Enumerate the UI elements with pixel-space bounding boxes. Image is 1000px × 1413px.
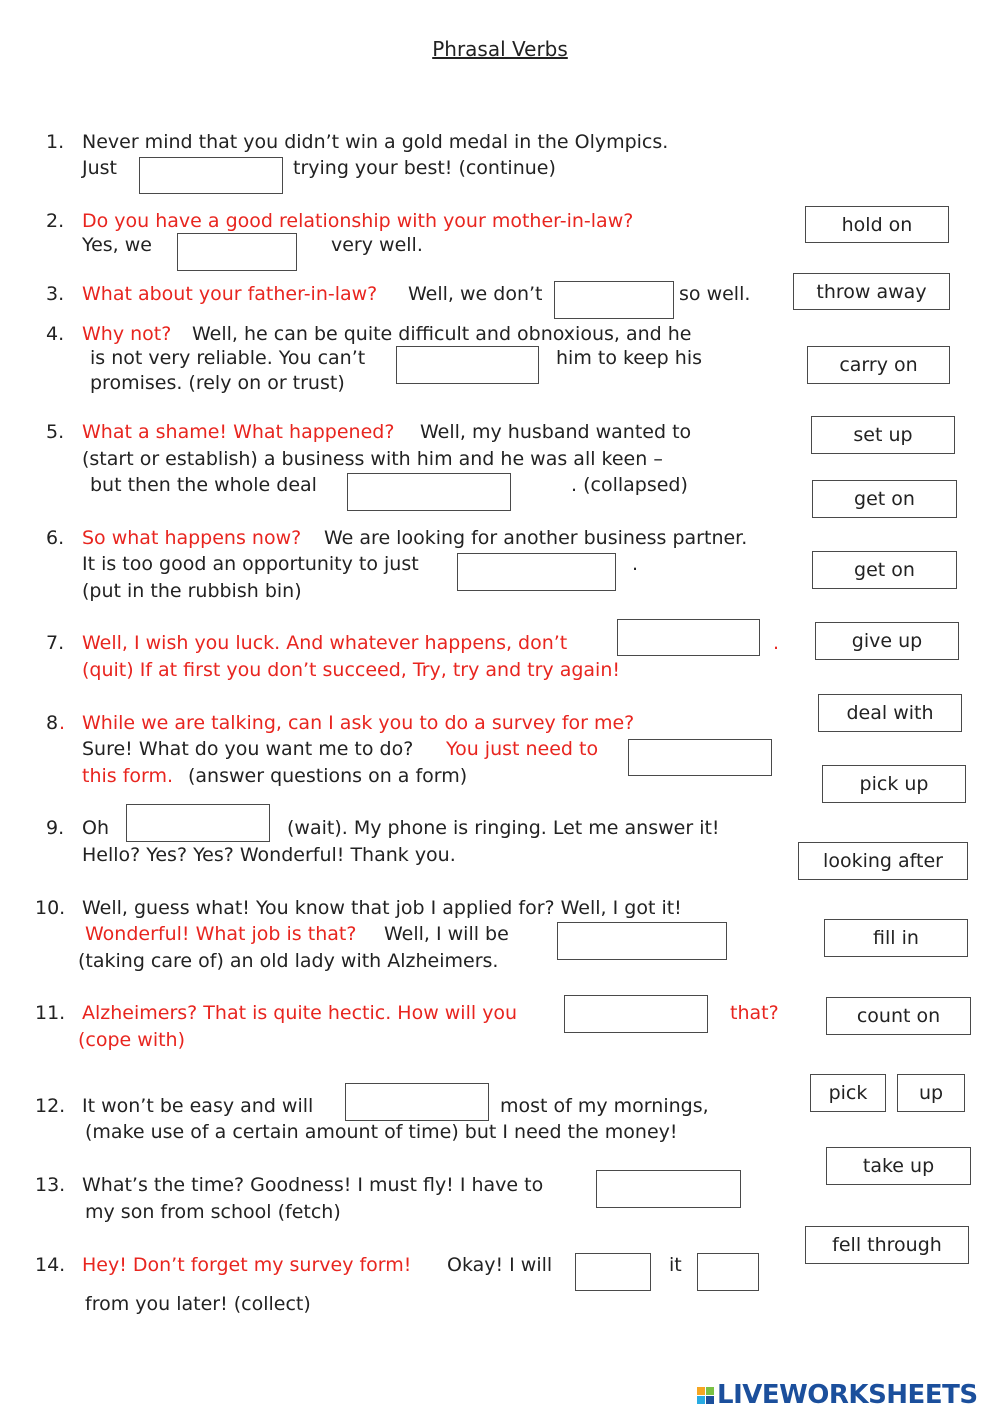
word-chip[interactable]: hold on (805, 206, 949, 243)
answer-box-12[interactable] (345, 1083, 489, 1121)
question-12-line-1-end: most of my mornings, (500, 1095, 709, 1117)
question-5-line-3-end: . (collapsed) (571, 474, 688, 496)
word-chip[interactable]: fell through (805, 1226, 969, 1264)
answer-box-7[interactable] (617, 619, 760, 656)
word-chip[interactable]: give up (815, 622, 959, 660)
word-chip[interactable]: get on (812, 480, 957, 518)
answer-box-2[interactable] (177, 233, 297, 271)
liveworksheets-logo-mark-icon (697, 1387, 714, 1404)
question-2-line-2-end: very well. (331, 234, 423, 256)
answer-box-10[interactable] (557, 922, 727, 960)
question-10-number: 10. (35, 897, 66, 919)
question-4-line-3: promises. (rely on or trust) (90, 372, 345, 394)
answer-box-4[interactable] (396, 346, 539, 384)
question-8-line-3: (answer questions on a form) (188, 765, 468, 787)
question-10-line-3: (taking care of) an old lady with Alzheimers. (78, 950, 499, 972)
question-8-number: 8 (46, 712, 59, 734)
question-11-line-2: (cope with) (78, 1029, 185, 1051)
question-4-line-2-end: him to keep his (556, 347, 703, 369)
liveworksheets-logo (697, 1378, 978, 1412)
question-13-line-1: What’s the time? Goodness! I must fly! I have to (82, 1174, 544, 1196)
question-12-line-1-start: It won’t be easy and will (82, 1095, 314, 1117)
question-11-line-1-end: that? (730, 1002, 779, 1024)
question-3-number: 3. (46, 283, 65, 305)
question-7-line-1: Well, I wish you luck. And whatever happens, don’t (82, 632, 568, 654)
question-8-line-1: While we are talking, can I ask you to do a survey for me? (82, 712, 635, 734)
question-14-red-text: Hey! Don’t forget my survey form! (82, 1254, 412, 1276)
question-8-line-3-red: this form. (82, 765, 174, 787)
question-7-line-1-end: . (773, 632, 780, 654)
word-chip[interactable]: take up (826, 1147, 971, 1185)
answer-box-3[interactable] (554, 281, 674, 319)
question-13-number: 13. (35, 1174, 66, 1196)
word-chip[interactable]: count on (826, 997, 971, 1035)
word-chip[interactable]: carry on (807, 346, 950, 384)
question-4-line-1: Well, he can be quite difficult and obnoxious, and he (192, 323, 692, 345)
answer-box-5[interactable] (347, 473, 511, 511)
question-12-number: 12. (35, 1095, 66, 1117)
question-2-line-2-start: Yes, we (82, 234, 152, 256)
question-7-line-2: (quit) If at first you don’t succeed, Try, try and try again! (82, 659, 620, 681)
question-3-line-1-middle: Well, we don’t (408, 283, 543, 305)
question-10-line-2: Well, I will be (384, 923, 509, 945)
question-2-line-1: Do you have a good relationship with your mother-in-law? (82, 210, 634, 232)
answer-box-14b[interactable] (697, 1253, 759, 1291)
answer-box-11[interactable] (564, 995, 708, 1033)
question-1-line-2-end: trying your best! (continue) (293, 157, 556, 179)
question-6-line-2-end: . (632, 553, 639, 575)
answer-box-14a[interactable] (575, 1253, 651, 1291)
question-11-number: 11. (35, 1002, 66, 1024)
question-14-number: 14. (35, 1254, 66, 1276)
question-14-line-1-end: it (669, 1254, 682, 1276)
question-14-line-1-middle: Okay! I will (447, 1254, 553, 1276)
word-chip[interactable]: looking after (798, 842, 968, 880)
question-8-line-2-red: You just need to (446, 738, 599, 760)
answer-box-6[interactable] (457, 553, 616, 591)
question-10-red-text: Wonderful! What job is that? (85, 923, 357, 945)
question-5-number: 5. (46, 421, 65, 443)
question-3-red-text: What about your father-in-law? (82, 283, 378, 305)
question-6-line-2-start: It is too good an opportunity to just (82, 553, 419, 575)
question-5-red-text: What a shame! What happened? (82, 421, 395, 443)
question-8-line-2-start: Sure! What do you want me to do? (82, 738, 414, 760)
question-10-line-1: Well, guess what! You know that job I applied for? Well, I got it! (82, 897, 682, 919)
question-6-red-text: So what happens now? (82, 527, 302, 549)
question-6-number: 6. (46, 527, 65, 549)
question-8-number-dot: . (59, 712, 66, 734)
word-chip[interactable]: set up (811, 416, 955, 454)
question-5-line-2: (start or establish) a business with him and he was all keen – (82, 448, 663, 470)
answer-box-1[interactable] (139, 157, 283, 194)
word-chip[interactable]: throw away (793, 273, 950, 310)
question-9-line-1-start: Oh (82, 817, 109, 839)
question-11-line-1: Alzheimers? That is quite hectic. How will you (82, 1002, 518, 1024)
answer-box-9[interactable] (126, 804, 270, 842)
page-title: Phrasal Verbs (432, 37, 568, 61)
question-3-line-1-end: so well. (679, 283, 751, 305)
question-4-number: 4. (46, 323, 65, 345)
word-chip[interactable]: pick up (822, 765, 966, 803)
question-2-number: 2. (46, 210, 65, 232)
answer-box-8[interactable] (628, 739, 772, 776)
word-chip[interactable]: pick (810, 1074, 886, 1112)
question-7-number: 7. (46, 632, 65, 654)
word-chip[interactable]: fill in (824, 919, 968, 957)
question-4-line-2-start: is not very reliable. You can’t (90, 347, 366, 369)
question-1-line-1: Never mind that you didn’t win a gold medal in the Olympics. (82, 131, 669, 153)
word-chip[interactable]: get on (812, 551, 957, 589)
word-chip[interactable]: up (897, 1074, 965, 1112)
question-9-line-1-end: (wait). My phone is ringing. Let me answer it! (287, 817, 720, 839)
question-9-line-2: Hello? Yes? Yes? Wonderful! Thank you. (82, 844, 456, 866)
question-6-line-3: (put in the rubbish bin) (82, 580, 302, 602)
question-1-number: 1. (46, 131, 65, 153)
question-1-line-2-start: Just (82, 157, 117, 179)
question-13-line-2: my son from school (fetch) (85, 1201, 341, 1223)
word-chip[interactable]: deal with (818, 694, 962, 732)
question-6-line-1: We are looking for another business partner. (324, 527, 748, 549)
question-12-line-2: (make use of a certain amount of time) but I need the money! (85, 1121, 678, 1143)
question-14-line-2: from you later! (collect) (85, 1293, 311, 1315)
answer-box-13[interactable] (596, 1170, 741, 1208)
question-9-number: 9. (46, 817, 65, 839)
question-5-line-1: Well, my husband wanted to (420, 421, 692, 443)
question-5-line-3-start: but then the whole deal (90, 474, 317, 496)
liveworksheets-logo-text: LIVEWORKSHEETS (717, 1380, 978, 1410)
question-4-red-text: Why not? (82, 323, 172, 345)
